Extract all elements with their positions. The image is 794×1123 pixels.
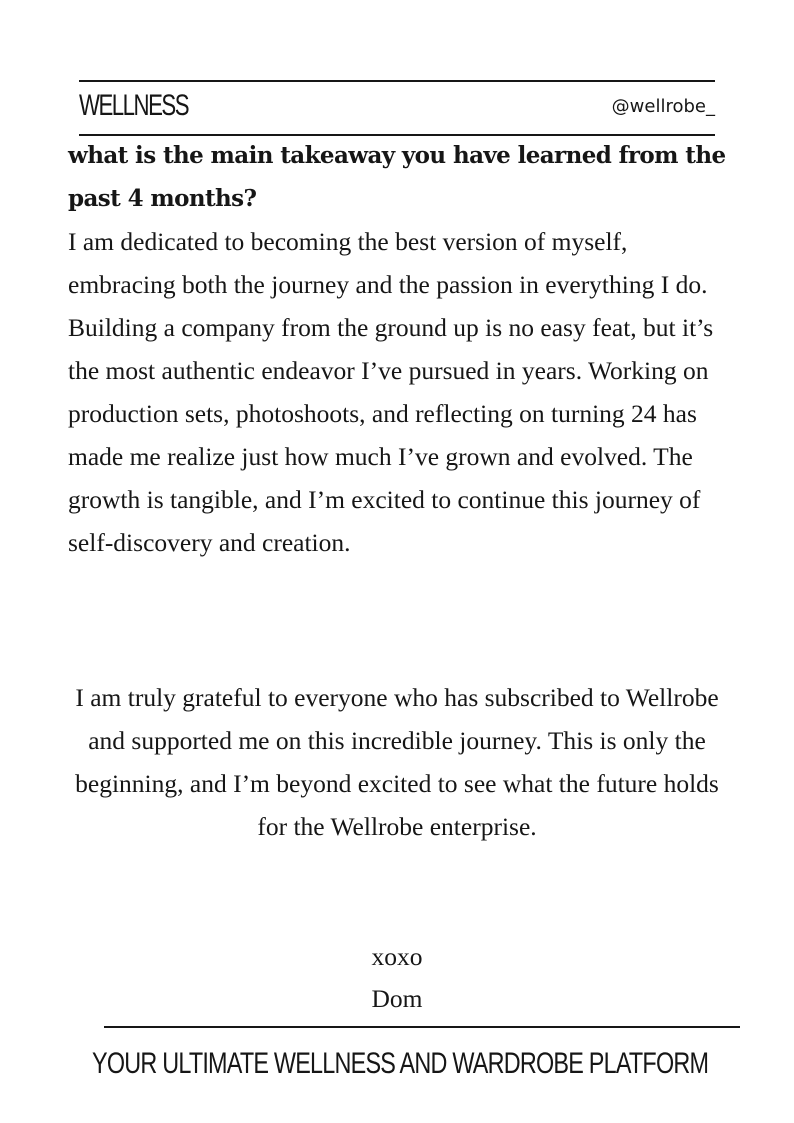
question-heading: what is the main takeaway you have learned from the past 4 months? — [68, 142, 726, 212]
footer-rule — [104, 1026, 740, 1028]
footer-tagline: YOUR ULTIMATE WELLNESS AND WARDROBE PLATFORM — [92, 1047, 709, 1080]
signature: Dom — [371, 984, 423, 1013]
social-handle: @wellrobe_ — [611, 96, 715, 117]
closing-text: xoxo — [371, 942, 423, 971]
brand-title: WELLNESS — [79, 89, 189, 122]
gratitude-paragraph: I am truly grateful to everyone who has subscribed to Wellrobe and supported me on this incredible journey. This is only the beginning, and I’m beyond excited to see what the future holds for the Wellrobe enterprise. — [75, 683, 719, 841]
answer-paragraph: I am dedicated to becoming the best version of myself, embracing both the journey and the passion in everything I do. Building a company from the ground up is no easy feat, but it’s the most authentic endeavor I’ve pursued in years. Working on production sets, photoshoots, and reflecting on turning 24 has made me realize just how much I’ve grown and evolved. The growth is tangible, and I’m excited to continue this journey of self-discovery and creation. — [68, 227, 714, 557]
header-top-rule — [79, 80, 715, 82]
